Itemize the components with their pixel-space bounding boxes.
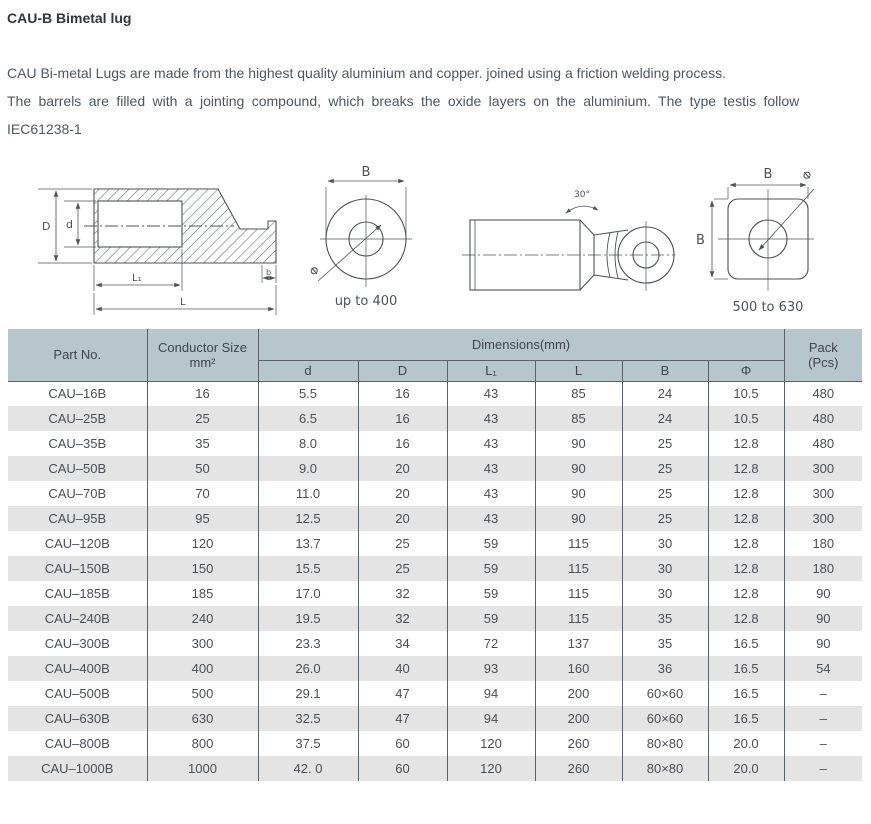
cell-dim-D: 25 [358,531,447,556]
table-row [8,656,862,681]
cell-dim-L: 260 [535,731,622,756]
cell-part-no: CAU–1000B [41,761,114,776]
cell-dim-L: 115 [535,556,622,581]
cell-conductor-size: 25 [147,406,258,431]
cell-dim-B: 30 [622,531,708,556]
cell-dim-phi: 12.8 [708,481,784,506]
cell-conductor-size: 800 [147,731,258,756]
cell-dim-d: 29.1 [258,681,358,706]
phi-symbol-square: Φ [799,167,815,184]
cell-dim-D: 20 [358,506,447,531]
cell-dim-B: 25 [622,481,708,506]
table-row [8,631,862,656]
table-row [8,556,862,581]
cell-dim-d: 11.0 [258,481,358,506]
cell-dim-B: 30 [622,581,708,606]
round-barrel-caption: up to 400 [334,294,398,309]
cell-dim-D: 25 [358,556,447,581]
cell-dim-L: 160 [535,656,622,681]
cell-conductor-size: 50 [147,456,258,481]
cell-conductor-size: 630 [147,706,258,731]
table-row [8,406,862,431]
cell-dim-D: 16 [358,406,447,431]
cell-pack: 90 [784,631,862,656]
table-row [8,431,862,456]
header-dim-D: D [358,360,447,381]
dim-label-D: D [42,220,51,233]
dim-label-B-top: B [763,167,773,182]
description-line-3: IEC61238-1 [7,121,82,137]
square-barrel-front-view-drawing [692,163,817,321]
description-line-2: The barrels are filled with a jointing compound, which breaks the oxide layers on the aluminium. The type testis follow [7,93,800,109]
cell-dim-phi: 12.8 [708,581,784,606]
technical-drawings-strip [0,155,871,325]
cell-dim-L1: 120 [447,756,535,781]
cell-part-no: CAU–630B [44,711,110,726]
table-row [8,706,862,731]
header-conductor-size-line2: mm² [189,354,216,370]
cell-part-no: CAU–240B [44,611,110,626]
header-pack-line2: (Pcs) [808,354,839,370]
header-conductor-size [147,329,258,381]
cell-dim-phi: 16.5 [708,631,784,656]
cell-dim-L: 115 [535,581,622,606]
dim-label-L: L [180,297,186,308]
cell-dim-d: 9.0 [258,456,358,481]
dim-label-L1: L₁ [132,273,142,284]
cell-dim-D: 60 [358,756,447,781]
cell-dim-D: 34 [358,631,447,656]
cell-pack: 480 [784,381,862,406]
dim-label-d: d [66,218,73,231]
cell-dim-d: 17.0 [258,581,358,606]
cell-dim-phi: 10.5 [708,381,784,406]
dim-label-B-left: B [696,233,705,248]
cell-dim-L1: 94 [447,681,535,706]
cell-pack: 90 [784,606,862,631]
cell-dim-L1: 94 [447,706,535,731]
cell-dim-L: 90 [535,431,622,456]
cell-dim-B: 80×80 [622,731,708,756]
cell-dim-L1: 120 [447,731,535,756]
cell-conductor-size: 1000 [147,756,258,781]
cell-dim-phi: 20.0 [708,731,784,756]
table-row [8,606,862,631]
cell-dim-D: 40 [358,656,447,681]
cell-pack: 300 [784,481,862,506]
cell-dim-L1: 43 [447,406,535,431]
cell-part-no: CAU–150B [44,561,110,576]
cell-dim-B: 25 [622,431,708,456]
cell-dim-D: 20 [358,456,447,481]
table-row [8,531,862,556]
cell-part-no: CAU–35B [48,436,107,451]
cell-dim-B: 24 [622,406,708,431]
cell-dim-L1: 59 [447,531,535,556]
cell-dim-d: 8.0 [258,431,358,456]
cell-dim-L: 200 [535,681,622,706]
phi-symbol: Φ [307,263,323,279]
table-row [8,731,862,756]
cell-dim-d: 6.5 [258,406,358,431]
cell-part-no: CAU–500B [44,686,110,701]
cell-dim-d: 5.5 [258,381,358,406]
datasheet-page [0,10,871,824]
cell-dim-phi: 20.0 [708,756,784,781]
cell-dim-L: 90 [535,456,622,481]
lug-cross-section-drawing [22,167,294,325]
cell-conductor-size: 120 [147,531,258,556]
cell-part-no: CAU–25B [48,411,107,426]
page-title: CAU-B Bimetal lug [7,10,132,26]
cell-dim-B: 30 [622,556,708,581]
cell-dim-B: 24 [622,381,708,406]
cell-dim-L1: 43 [447,456,535,481]
cell-dim-B: 80×80 [622,756,708,781]
cell-dim-L1: 59 [447,556,535,581]
cell-dim-phi: 12.8 [708,431,784,456]
cell-pack: – [784,756,862,781]
dim-label-B: B [361,165,371,180]
header-dim-phi: Φ [708,360,784,381]
cell-dim-L: 137 [535,631,622,656]
cell-pack: 300 [784,456,862,481]
table-row [8,681,862,706]
cell-dim-L: 90 [535,481,622,506]
cell-dim-L1: 43 [447,506,535,531]
cell-pack: 180 [784,531,862,556]
cell-dim-phi: 16.5 [708,681,784,706]
cell-pack: – [784,731,862,756]
header-part-no: Part No. [8,329,147,381]
header-dim-d: d [258,360,358,381]
cell-dim-L: 85 [535,381,622,406]
round-barrel-front-view-drawing [308,163,420,321]
description-paragraph [7,59,871,143]
cell-dim-phi: 12.8 [708,556,784,581]
cell-dim-d: 32.5 [258,706,358,731]
cell-dim-d: 15.5 [258,556,358,581]
table-row [8,756,862,781]
cell-pack: 54 [784,656,862,681]
cell-dim-B: 35 [622,631,708,656]
cell-pack: – [784,706,862,731]
cell-pack: 180 [784,556,862,581]
cell-dim-L: 260 [535,756,622,781]
header-conductor-size-line1: Conductor Size [158,339,247,355]
cell-part-no: CAU–400B [44,661,110,676]
cell-conductor-size: 150 [147,556,258,581]
table-row [8,506,862,531]
cell-dim-L1: 43 [447,381,535,406]
cell-conductor-size: 400 [147,656,258,681]
cell-part-no: CAU–120B [44,536,110,551]
cell-dim-d: 19.5 [258,606,358,631]
cell-pack: 480 [784,406,862,431]
cell-dim-phi: 16.5 [708,656,784,681]
description-line-1: CAU Bi-metal Lugs are made from the highest quality aluminium and copper. joined using a friction welding process. [7,65,727,81]
cell-dim-L: 200 [535,706,622,731]
cell-dim-D: 16 [358,431,447,456]
cell-dim-L: 115 [535,606,622,631]
cell-dim-d: 26.0 [258,656,358,681]
cell-dim-d: 12.5 [258,506,358,531]
table-row [8,456,862,481]
cell-dim-B: 25 [622,506,708,531]
cell-dim-L: 90 [535,506,622,531]
cell-pack: 300 [784,506,862,531]
cell-dim-d: 23.3 [258,631,358,656]
cell-part-no: CAU–185B [44,586,110,601]
specification-table [8,329,862,781]
cell-pack: 90 [784,581,862,606]
cell-dim-D: 32 [358,606,447,631]
cell-conductor-size: 185 [147,581,258,606]
cell-conductor-size: 240 [147,606,258,631]
cell-dim-d: 42. 0 [258,756,358,781]
cell-pack: – [784,681,862,706]
cell-part-no: CAU–300B [44,636,110,651]
cell-dim-phi: 16.5 [708,706,784,731]
cell-dim-D: 20 [358,481,447,506]
header-dim-L1: L₁ [447,360,535,381]
cell-conductor-size: 35 [147,431,258,456]
dim-label-b: b [266,268,272,277]
cell-pack: 480 [784,431,862,456]
header-dim-B: B [622,360,708,381]
cell-dim-L1: 59 [447,581,535,606]
cell-dim-D: 32 [358,581,447,606]
cell-dim-d: 13.7 [258,531,358,556]
cell-dim-D: 47 [358,706,447,731]
cell-dim-D: 16 [358,381,447,406]
header-dimensions: Dimensions(mm) [258,329,784,360]
header-pack [784,329,862,381]
cell-dim-B: 60×60 [622,681,708,706]
header-pack-line1: Pack [808,339,838,355]
cell-dim-L: 85 [535,406,622,431]
header-dim-L: L [535,360,622,381]
cell-dim-B: 25 [622,456,708,481]
cell-dim-D: 60 [358,731,447,756]
cell-dim-D: 47 [358,681,447,706]
cell-conductor-size: 70 [147,481,258,506]
cell-dim-B: 60×60 [622,706,708,731]
cell-part-no: CAU–800B [44,736,110,751]
cell-dim-L1: 43 [447,431,535,456]
cell-dim-L1: 43 [447,481,535,506]
cell-dim-phi: 10.5 [708,406,784,431]
cell-part-no: CAU–50B [48,461,107,476]
cell-dim-L1: 72 [447,631,535,656]
table-row [8,481,862,506]
cell-part-no: CAU–95B [48,511,107,526]
angle-label: 30° [574,190,590,200]
table-body [8,381,862,781]
cell-dim-B: 35 [622,606,708,631]
cell-part-no: CAU–70B [48,486,107,501]
cell-dim-B: 36 [622,656,708,681]
cell-dim-L1: 59 [447,606,535,631]
table-row [8,581,862,606]
cell-dim-d: 37.5 [258,731,358,756]
cell-part-no: CAU–16B [48,386,107,402]
square-barrel-caption: 500 to 630 [732,300,804,315]
cell-conductor-size: 16 [147,381,258,406]
cell-dim-phi: 12.8 [708,606,784,631]
cell-dim-phi: 12.8 [708,506,784,531]
cell-conductor-size: 95 [147,506,258,531]
table-row [8,381,862,406]
cell-dim-phi: 12.8 [708,531,784,556]
cell-dim-L: 115 [535,531,622,556]
cell-conductor-size: 500 [147,681,258,706]
cell-dim-L1: 93 [447,656,535,681]
cell-conductor-size: 300 [147,631,258,656]
cell-dim-phi: 12.8 [708,456,784,481]
ring-lug-side-view-drawing [462,175,677,320]
